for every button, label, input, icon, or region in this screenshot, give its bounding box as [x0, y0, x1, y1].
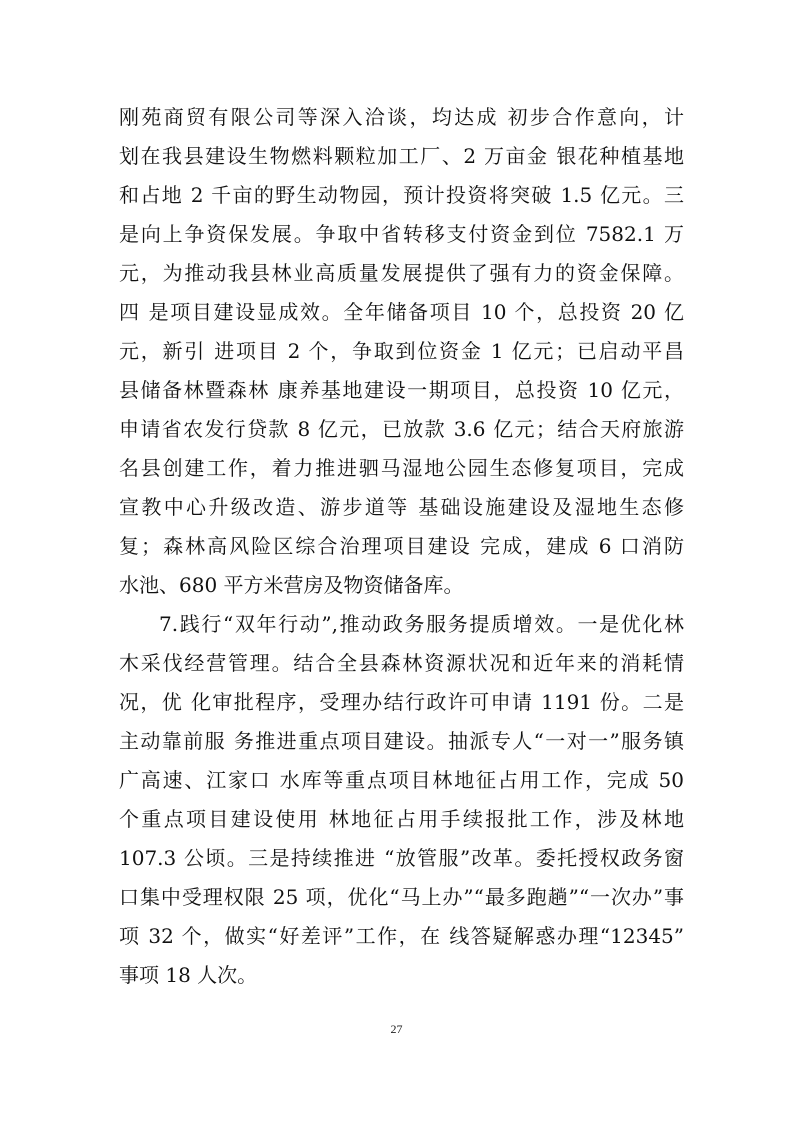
- paragraph-1: [119, 98, 684, 605]
- text-line: 项 32 个，做实“好差评”工作，在 线答疑解惑办理“12345”: [119, 924, 684, 948]
- text-line: 元，新引 进项目 2 个，争取到位资金 1 亿元；已启动平昌: [119, 339, 684, 363]
- text-line: 主动靠前服 务推进重点项目建设。抽派专人“一对一”服务镇: [119, 729, 684, 753]
- text-line: 事项 18 人次。: [119, 963, 258, 987]
- text-line: 元，为推动我县林业高质量发展提供了强有力的资金保障。: [119, 261, 684, 285]
- text-line: 木采伐经营管理。结合全县森林资源状况和近年来的消耗情: [119, 651, 684, 675]
- text-line: 水池、680 平方米营房及物资储备库。: [119, 573, 464, 597]
- text-line: 名县创建工作，着力推进驷马湿地公园生态修复项目，完成: [119, 456, 684, 480]
- text-line: 划在我县建设生物燃料颗粒加工厂、2 万亩金 银花种植基地: [119, 144, 684, 168]
- text-line: 7.践行“双年行动”,推动政务服务提质增效。一是优化林: [159, 612, 684, 636]
- text-line: 复；森林高风险区综合治理项目建设 完成，建成 6 口消防: [119, 534, 684, 558]
- text-line: 申请省农发行贷款 8 亿元，已放款 3.6 亿元；结合天府旅游: [119, 417, 684, 441]
- text-line: 况，优 化审批程序，受理办结行政许可申请 1191 份。二是: [119, 690, 684, 714]
- body-text: [119, 98, 684, 995]
- text-line: 是向上争资保发展。争取中省转移支付资金到位 7582.1 万: [119, 222, 684, 246]
- page-number: 27: [390, 1022, 403, 1036]
- text-line: 四 是项目建设显成效。全年储备项目 10 个，总投资 20 亿: [119, 300, 684, 324]
- text-line: 和占地 2 千亩的野生动物园，预计投资将突破 1.5 亿元。三: [119, 183, 684, 207]
- paragraph-2: [119, 605, 684, 995]
- text-line: 刚苑商贸有限公司等深入洽谈，均达成 初步合作意向，计: [119, 105, 684, 129]
- text-line: 广高速、江家口 水库等重点项目林地征占用工作，完成 50: [119, 768, 684, 792]
- text-line: 宣教中心升级改造、游步道等 基础设施建设及湿地生态修: [119, 495, 684, 519]
- text-line: 口集中受理权限 25 项，优化“马上办”“最多跑趟”“一次办”事: [119, 885, 684, 909]
- text-line: 107.3 公顷。三是持续推进 “放管服”改革。委托授权政务窗: [119, 846, 684, 870]
- text-line: 个重点项目建设使用 林地征占用手续报批工作，涉及林地: [119, 807, 684, 831]
- text-line: 县储备林暨森林 康养基地建设一期项目，总投资 10 亿元，: [119, 378, 684, 402]
